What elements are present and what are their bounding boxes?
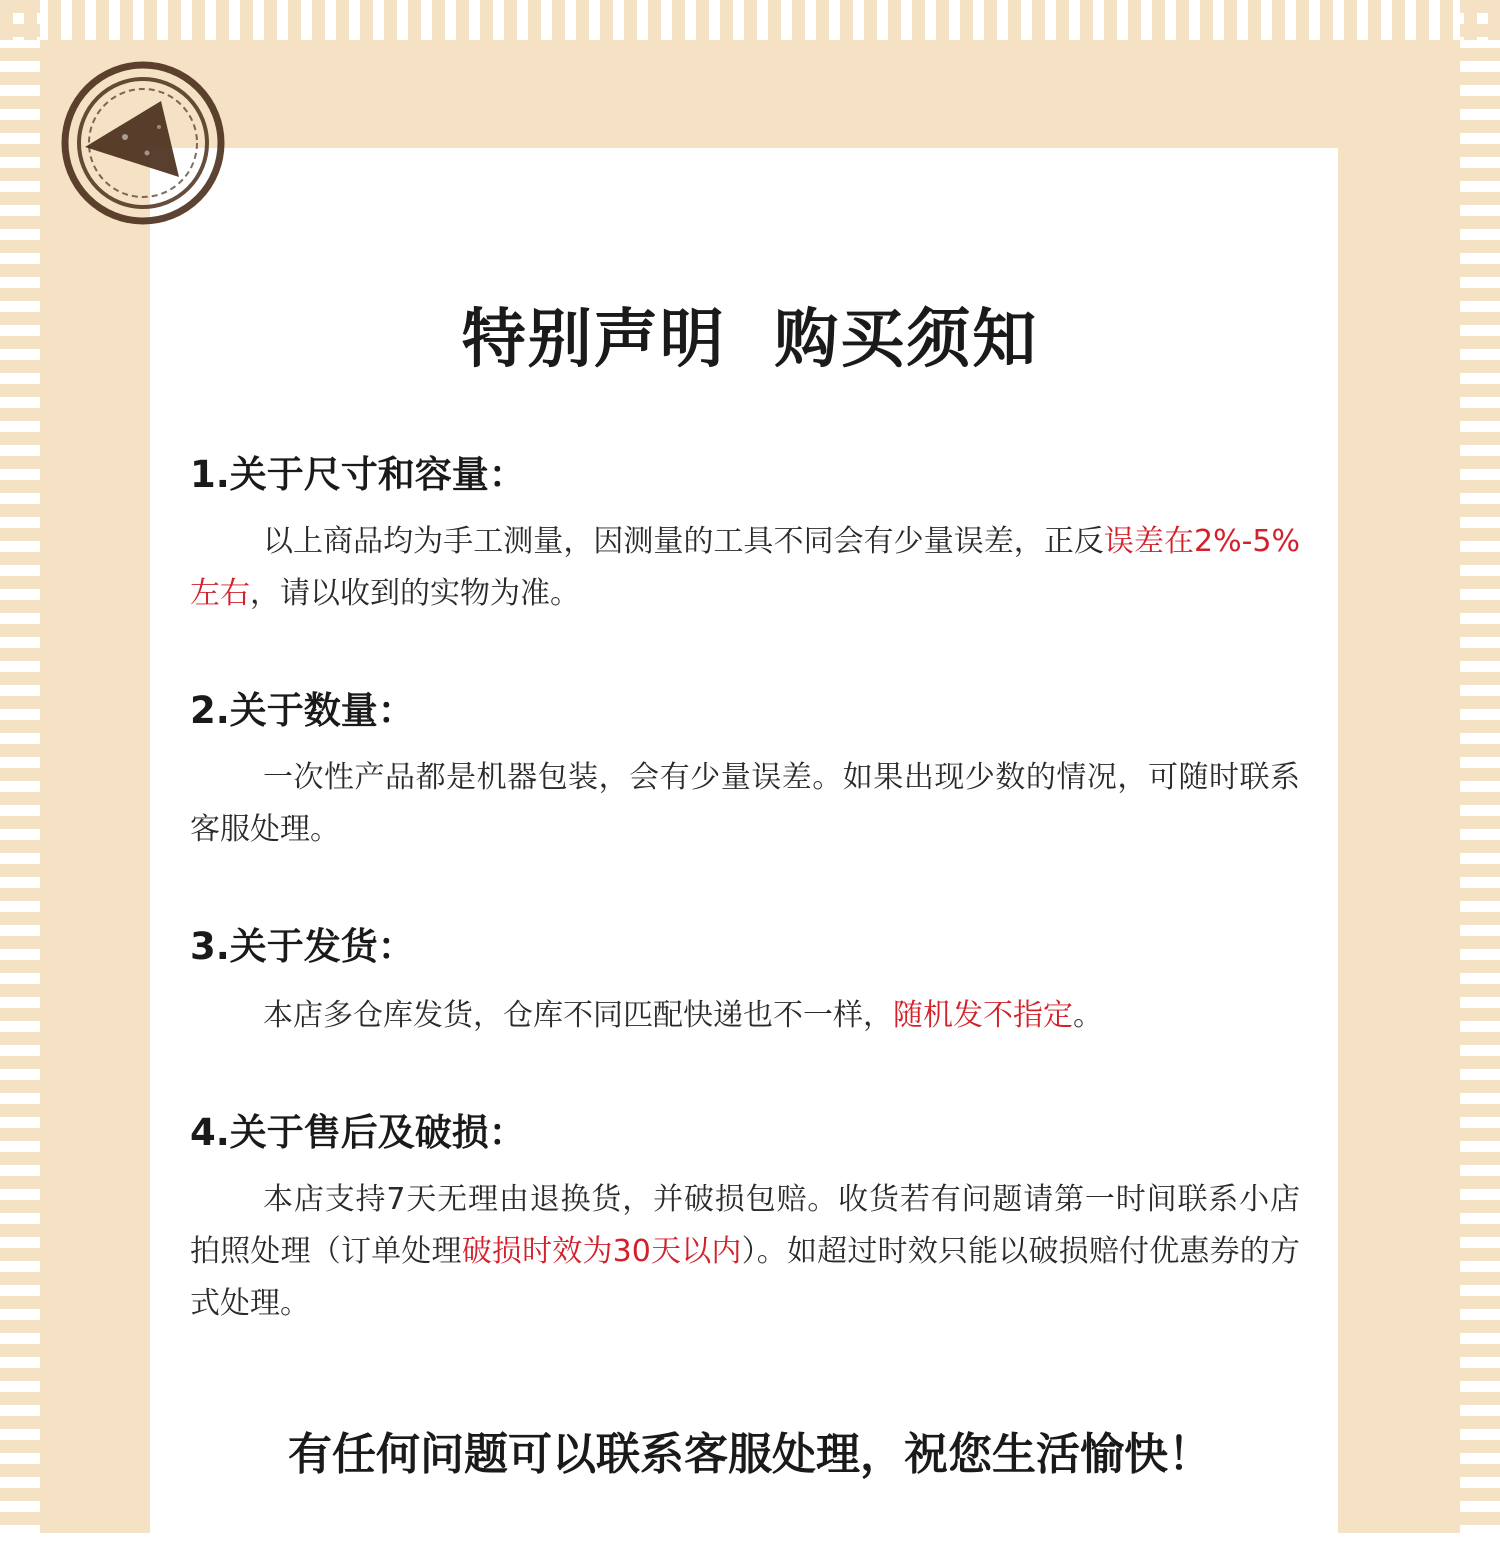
body-text: 一次性产品都是机器包装，会有少量误差。如果出现少数的情况，可随时联系客服处理。 — [190, 760, 1300, 847]
highlight-text: 误差在2%-5%左右 — [190, 524, 1300, 611]
highlight-text: 随机发不指定 — [893, 998, 1073, 1033]
body-text: 。 — [1073, 998, 1103, 1033]
section-heading-shipping: 3.关于发货： — [190, 925, 415, 968]
body-text: ）。如超过时效只能以破损赔付优惠券的方式处理。 — [190, 1234, 1300, 1321]
footer-message: 有任何问题可以联系客服处理，祝您生活愉快！ — [288, 1429, 1212, 1480]
section-body-shipping — [190, 990, 1300, 1042]
body-text: 以上商品均为手工测量，因测量的工具不同会有少量误差，正反 — [263, 524, 1104, 559]
section-body-after-sales — [190, 1174, 1300, 1330]
section-body-size — [190, 516, 1300, 620]
body-text: ，请以收到的实物为准。 — [250, 576, 580, 611]
section-heading-size: 1.关于尺寸和容量： — [190, 453, 526, 496]
section-heading-after-sales: 4.关于售后及破损： — [190, 1111, 526, 1154]
body-text: 本店多仓库发货，仓库不同匹配快递也不一样， — [263, 998, 893, 1033]
highlight-text: 破损时效为30天以内 — [461, 1234, 742, 1269]
section-body-quantity — [190, 752, 1300, 856]
page-title: 特别声明 购买须知 — [461, 303, 1039, 377]
section-heading-quantity: 2.关于数量： — [190, 689, 415, 732]
triangle-stamp-icon — [55, 57, 231, 229]
body-text: 本店支持7天无理由退换货，并破损包赔。收货若有问题请第一时间联系小店拍照处理（订单处理 — [190, 1182, 1300, 1269]
